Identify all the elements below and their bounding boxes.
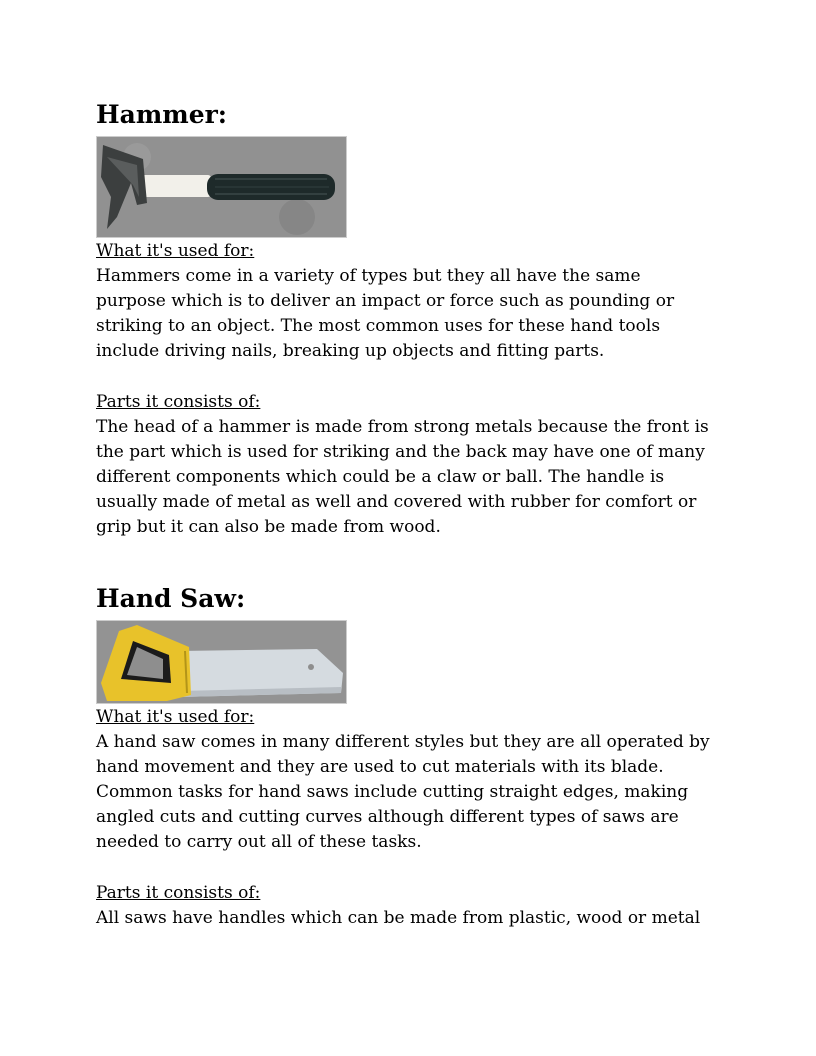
- parts-label: Parts it consists of:: [96, 883, 261, 903]
- used-for-text: [96, 264, 756, 364]
- hammer-photo: [96, 136, 347, 238]
- text-line: angled cuts and cutting curves although different types of saws are: [96, 807, 679, 827]
- text-line: Common tasks for hand saws include cutting straight edges, making: [96, 782, 689, 802]
- text-line: needed to carry out all of these tasks.: [96, 832, 422, 852]
- text-line: A hand saw comes in many different styles but they are all operated by: [96, 732, 710, 752]
- hand-saw-icon: [97, 621, 346, 703]
- section-hammer: [96, 96, 756, 540]
- text-line: grip but it can also be made from wood.: [96, 517, 441, 537]
- text-line: include driving nails, breaking up objects and fitting parts.: [96, 341, 605, 361]
- text-line: purpose which is to deliver an impact or force such as pounding or: [96, 291, 675, 311]
- text-line: the part which is used for striking and the back may have one of many: [96, 442, 705, 462]
- text-line: hand movement and they are used to cut materials with its blade.: [96, 757, 664, 777]
- hammer-icon: [97, 137, 346, 237]
- document-page: [96, 96, 756, 931]
- section-heading: Hand Saw:: [96, 584, 246, 613]
- text-line: usually made of metal as well and covered with rubber for comfort or: [96, 492, 697, 512]
- section-heading: Hammer:: [96, 100, 228, 129]
- paragraph-gap: [96, 855, 756, 880]
- parts-text: [96, 906, 756, 931]
- text-line: All saws have handles which can be made from plastic, wood or metal: [96, 908, 701, 928]
- paragraph-gap: [96, 364, 756, 389]
- text-line: striking to an object. The most common uses for these hand tools: [96, 316, 661, 336]
- parts-label: Parts it consists of:: [96, 392, 261, 412]
- text-line: The head of a hammer is made from strong metals because the front is: [96, 417, 709, 437]
- used-for-text: [96, 730, 756, 855]
- section-hand-saw: [96, 580, 756, 931]
- parts-text: [96, 415, 756, 540]
- used-for-label: What it's used for:: [96, 707, 255, 727]
- text-line: Hammers come in a variety of types but they all have the same: [96, 266, 641, 286]
- text-line: different components which could be a claw or ball. The handle is: [96, 467, 665, 487]
- hand-saw-photo: [96, 620, 347, 704]
- used-for-label: What it's used for:: [96, 241, 255, 261]
